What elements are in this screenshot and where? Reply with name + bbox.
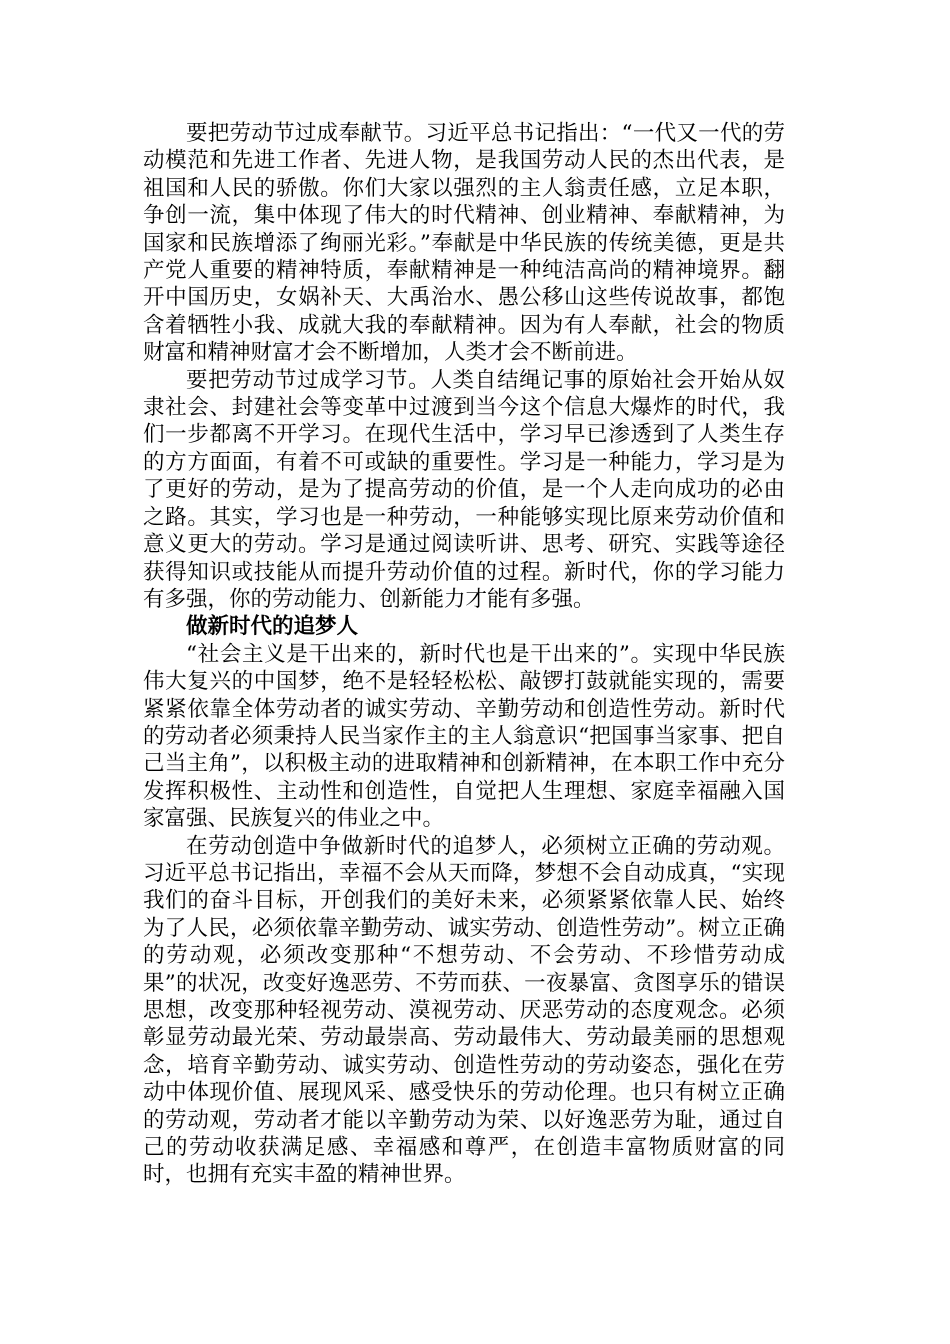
paragraph-learning-festival: 要把劳动节过成学习节。人类自结绳记事的原始社会开始从奴隶社会、封建社会等变革中过渡到当今这个信息大爆炸的时代，我们一步都离不开学习。在现代生活中，学习早已渗透到了人类生存的方方面面，有着不可或缺的重要性。学习是一种能力，学习是为了更好的劳动，是为了提高劳动的价值，是一个人走向成功的必由之路。其实，学习也是一种劳动，一种能够实现比原来劳动价值和意义更大的劳动。学习是通过阅读听讲、思考、研究、实践等途径获得知识或技能从而提升劳动价值的过程。新时代，你的学习能力有多强，你的劳动能力、创新能力才能有多强。 [143,367,785,612]
paragraph-socialism-quote: “社会主义是干出来的，新时代也是干出来的”。实现中华民族伟大复兴的中国梦，绝不是轻轻松松、敲锣打鼓就能实现的，需要紧紧依靠全体劳动者的诚实劳动、辛勤劳动和创造性劳动。新时代的劳动者必须秉持人民当家作主的主人翁意识“把国事当家事、把自己当主角”，以积极主动的进取精神和创新精神，在本职工作中充分发挥积极性、主动性和创造性，自觉把人生理想、家庭幸福融入国家富强、民族复兴的伟业之中。 [143,641,785,832]
paragraph-dedication-festival: 要把劳动节过成奉献节。习近平总书记指出：“一代又一代的劳动模范和先进工作者、先进人物，是我国劳动人民的杰出代表，是祖国和人民的骄傲。你们大家以强烈的主人翁责任感，立足本职，争创一流，集中体现了伟大的时代精神、创业精神、奉献精神，为国家和民族增添了绚丽光彩。”奉献是中华民族的传统美德，更是共产党人重要的精神特质，奉献精神是一种纯洁高尚的精神境界。翻开中国历史，女娲补天、大禹治水、愚公移山这些传说故事，都饱含着牺牲小我、成就大我的奉献精神。因为有人奉献，社会的物质财富和精神财富才会不断增加，人类才会不断前进。 [143,121,785,366]
section-heading: 做新时代的追梦人 [186,614,359,640]
paragraph-labor-view: 在劳动创造中争做新时代的追梦人，必须树立正确的劳动观。习近平总书记指出，幸福不会从天而降，梦想不会自动成真，“实现我们的奋斗目标，开创我们的美好未来，必须紧紧依靠人民、始终为了人民，必须依靠辛勤劳动、诚实劳动、创造性劳动”。树立正确的劳动观，必须改变那种“不想劳动、不会劳动、不珍惜劳动成果”的状况，改变好逸恶劳、不劳而获、一夜暴富、贪图享乐的错误思想，改变那种轻视劳动、漠视劳动、厌恶劳动的态度观念。必须彰显劳动最光荣、劳动最崇高、劳动最伟大、劳动最美丽的思想观念，培育辛勤劳动、诚实劳动、创造性劳动的劳动姿态，强化在劳动中体现价值、展现风采、感受快乐的劳动伦理。也只有树立正确的劳动观，劳动者才能以辛勤劳动为荣、以好逸恶劳为耻，通过自己的劳动收获满足感、幸福感和尊严，在创造丰富物质财富的同时，也拥有充实丰盈的精神世界。 [143,833,785,1188]
document-page [143,120,785,1189]
